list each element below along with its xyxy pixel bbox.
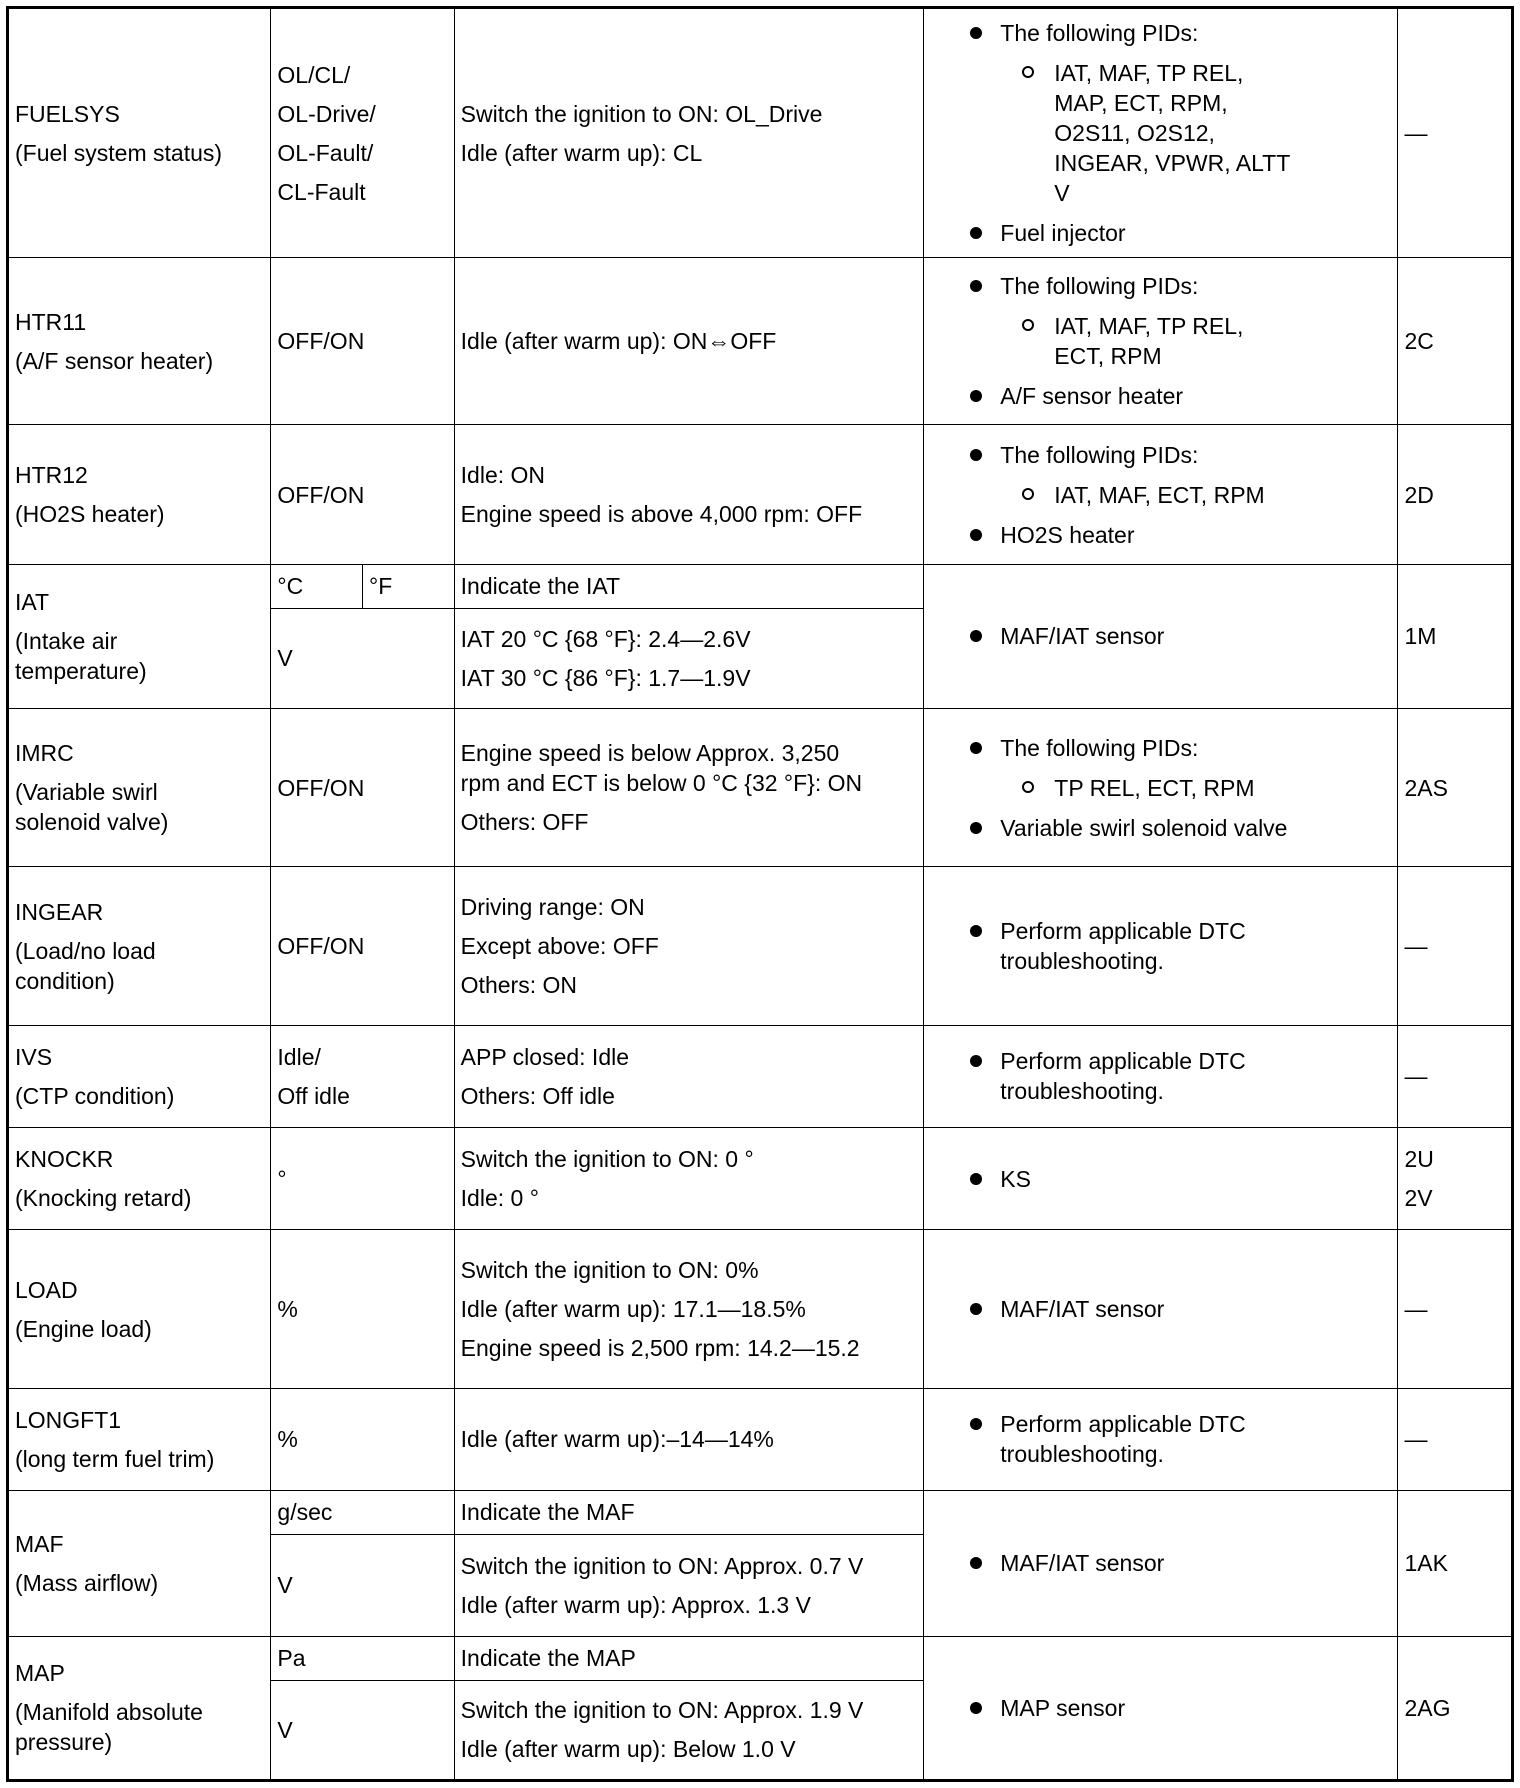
- inspection-text: Fuel injector: [1000, 220, 1126, 247]
- inspection-cell: [924, 867, 1398, 1026]
- bullet-icon: [970, 1173, 982, 1185]
- unit-value: OL-Fault/: [277, 139, 374, 166]
- unit-value: Idle/: [277, 1043, 321, 1070]
- pid-cell: [8, 708, 271, 867]
- pid-name: KNOCKR: [15, 1146, 114, 1173]
- table-row: [8, 1128, 1513, 1230]
- unit-voltage: V: [271, 1534, 454, 1636]
- sub-bullet-icon: [1022, 319, 1034, 331]
- unit-cell: %: [271, 1230, 454, 1389]
- bullet-icon: [970, 1557, 982, 1569]
- condition-text: Except above: OFF: [460, 933, 659, 960]
- condition-cell: Idle (after warm up): ON⇔OFF: [454, 258, 924, 425]
- table-row: [8, 1388, 1513, 1490]
- inspection-text: HO2S heater: [1000, 521, 1135, 548]
- condition-cell: [454, 708, 924, 867]
- bullet-icon: [970, 227, 982, 239]
- pid-description: (Mass airflow): [15, 1569, 159, 1596]
- table-row: [8, 1636, 1513, 1680]
- pid-name: INGEAR: [15, 898, 104, 925]
- condition-cell: [454, 1128, 924, 1230]
- pid-cell: [8, 1230, 271, 1389]
- bullet-icon: [970, 1303, 982, 1315]
- pid-name: MAF: [15, 1530, 64, 1557]
- pid-name: LONGFT1: [15, 1406, 122, 1433]
- inspection-text: KS: [1000, 1165, 1031, 1192]
- pid-monitor-table: [6, 6, 1514, 1782]
- bullet-icon: [970, 630, 982, 642]
- inspection-cell: [924, 1128, 1398, 1230]
- terminal-cell: —: [1398, 867, 1513, 1026]
- condition-text: Switch the ignition to ON: 0 °: [460, 1146, 754, 1173]
- pid-cell: [8, 258, 271, 425]
- inspection-pid-list: TP REL, ECT, RPM: [1054, 774, 1255, 801]
- bullet-icon: [970, 1702, 982, 1714]
- bullet-icon: [970, 449, 982, 461]
- pid-description: (HO2S heater): [15, 501, 165, 528]
- unit-voltage: V: [271, 1680, 454, 1780]
- pid-description: (Intake air temperature): [15, 627, 147, 684]
- condition-cell: Indicate the MAF: [454, 1490, 924, 1534]
- inspection-text: Perform applicable DTC troubleshooting.: [1000, 918, 1246, 975]
- pid-cell: [8, 8, 271, 258]
- condition-cell: Idle (after warm up):–14—14%: [454, 1388, 924, 1490]
- pid-cell: [8, 1490, 271, 1636]
- condition-text: IAT 20 °C {68 °F}: 2.4—2.6V: [460, 625, 751, 652]
- table-row: [8, 425, 1513, 565]
- inspection-cell: [924, 708, 1398, 867]
- terminal-cell: —: [1398, 1230, 1513, 1389]
- bullet-icon: [970, 27, 982, 39]
- inspection-text: MAP sensor: [1000, 1694, 1126, 1721]
- table-row: [8, 1490, 1513, 1534]
- inspection-text: Perform applicable DTC troubleshooting.: [1000, 1411, 1246, 1468]
- pid-cell: [8, 564, 271, 708]
- inspection-text: A/F sensor heater: [1000, 383, 1184, 410]
- bullet-icon: [970, 1055, 982, 1067]
- table-row: [8, 8, 1513, 258]
- unit-fahrenheit: °F: [363, 564, 455, 608]
- condition-text: Switch the ignition to ON: Approx. 0.7 V: [460, 1552, 864, 1579]
- pid-name: IAT: [15, 588, 50, 615]
- bullet-icon: [970, 390, 982, 402]
- pid-cell: [8, 1025, 271, 1127]
- terminal-cell: 1M: [1398, 564, 1513, 708]
- inspection-cell: [924, 258, 1398, 425]
- unit-primary: Pa: [271, 1636, 454, 1680]
- pid-name: IVS: [15, 1043, 53, 1070]
- unit-voltage: V: [271, 608, 454, 708]
- inspection-cell: [924, 425, 1398, 565]
- pid-description: (Manifold absolute pressure): [15, 1699, 203, 1756]
- bullet-icon: [970, 742, 982, 754]
- unit-cell: °: [271, 1128, 454, 1230]
- bullet-icon: [970, 822, 982, 834]
- bullet-icon: [970, 1418, 982, 1430]
- terminal-cell: 2AG: [1398, 1636, 1513, 1780]
- condition-text: Engine speed is 2,500 rpm: 14.2—15.2: [460, 1335, 860, 1361]
- unit-value: OL/CL/: [277, 61, 351, 88]
- pid-cell: [8, 1636, 271, 1780]
- sub-bullet-icon: [1022, 781, 1034, 793]
- pid-description: (A/F sensor heater): [15, 347, 214, 374]
- inspection-cell: [924, 564, 1398, 708]
- table-row: [8, 1230, 1513, 1389]
- inspection-pid-list: IAT, MAF, TP REL, ECT, RPM: [1054, 313, 1244, 370]
- unit-primary: g/sec: [271, 1490, 454, 1534]
- condition-text: Idle (after warm up): Below 1.0 V: [460, 1736, 796, 1763]
- condition-text: Idle: ON: [460, 462, 546, 489]
- pid-name: IMRC: [15, 740, 74, 767]
- pid-cell: [8, 867, 271, 1026]
- unit-cell: OFF/ON: [271, 867, 454, 1026]
- terminal-cell: —: [1398, 8, 1513, 258]
- unit-cell: OFF/ON: [271, 258, 454, 425]
- pid-description: (CTP condition): [15, 1082, 175, 1109]
- bullet-icon: [970, 529, 982, 541]
- terminal-cell: 2AS: [1398, 708, 1513, 867]
- inspection-cell: [924, 1636, 1398, 1780]
- condition-cell: Indicate the IAT: [454, 564, 924, 608]
- pid-name: HTR12: [15, 462, 88, 489]
- terminal-cell: 2D: [1398, 425, 1513, 565]
- unit-cell: %: [271, 1388, 454, 1490]
- terminal-cell: 1AK: [1398, 1490, 1513, 1636]
- condition-text: Switch the ignition to ON: Approx. 1.9 V: [460, 1697, 864, 1724]
- pid-description: (Engine load): [15, 1315, 152, 1342]
- condition-cell: [454, 608, 924, 708]
- unit-celsius: °C: [271, 564, 363, 608]
- pid-name: LOAD: [15, 1276, 78, 1303]
- unit-cell: OFF/ON: [271, 425, 454, 565]
- unit-cell: OFF/ON: [271, 708, 454, 867]
- terminal-value: 2V: [1404, 1185, 1433, 1212]
- table-row: [8, 258, 1513, 425]
- condition-text: Engine speed is above 4,000 rpm: OFF: [460, 501, 863, 528]
- bullet-icon: [970, 280, 982, 292]
- pid-name: FUELSYS: [15, 100, 120, 127]
- condition-cell: [454, 1230, 924, 1389]
- condition-text: Driving range: ON: [460, 894, 645, 921]
- terminal-value: 2U: [1404, 1146, 1434, 1173]
- condition-text: APP closed: Idle: [460, 1043, 630, 1070]
- condition-cell: [454, 867, 924, 1026]
- inspection-text: Perform applicable DTC troubleshooting.: [1000, 1048, 1246, 1105]
- unit-value: CL-Fault: [277, 178, 366, 205]
- inspection-text: Variable swirl solenoid valve: [1000, 814, 1288, 841]
- unit-cell: [271, 1025, 454, 1127]
- condition-text: Switch the ignition to ON: 0%: [460, 1257, 759, 1283]
- condition-text: Idle (after warm up): CL: [460, 139, 703, 166]
- terminal-cell: —: [1398, 1388, 1513, 1490]
- inspection-text: MAF/IAT sensor: [1000, 1550, 1165, 1577]
- condition-cell: [454, 425, 924, 565]
- inspection-text: The following PIDs:: [1000, 734, 1199, 761]
- pid-description: (Fuel system status): [15, 139, 223, 166]
- inspection-text: The following PIDs:: [1000, 441, 1199, 468]
- inspection-cell: [924, 1025, 1398, 1127]
- inspection-pid-list: IAT, MAF, ECT, RPM: [1054, 481, 1265, 508]
- bullet-icon: [970, 925, 982, 937]
- pid-description: (long term fuel trim): [15, 1445, 215, 1472]
- table-row: [8, 564, 1513, 608]
- condition-cell: [454, 1534, 924, 1636]
- condition-text: Engine speed is below Approx. 3,250 rpm and ECT is below 0 °C {32 °F}: ON: [460, 740, 863, 797]
- pid-description: (Variable swirl solenoid valve): [15, 779, 169, 836]
- inspection-cell: [924, 8, 1398, 258]
- table-row: [8, 708, 1513, 867]
- unit-cell: [271, 8, 454, 258]
- inspection-cell: [924, 1230, 1398, 1389]
- pid-cell: [8, 1388, 271, 1490]
- unit-value: Off idle: [277, 1082, 350, 1109]
- condition-cell: Indicate the MAP: [454, 1636, 924, 1680]
- table-row: [8, 867, 1513, 1026]
- condition-text: Others: OFF: [460, 809, 589, 836]
- inspection-pid-list: IAT, MAF, TP REL, MAP, ECT, RPM, O2S11, O2S12, INGEAR, VPWR, ALTT V: [1054, 60, 1291, 207]
- condition-cell: [454, 8, 924, 258]
- condition-text: Idle: 0 °: [460, 1185, 539, 1212]
- pid-cell: [8, 425, 271, 565]
- condition-text: IAT 30 °C {86 °F}: 1.7—1.9V: [460, 664, 751, 691]
- terminal-cell: 2C: [1398, 258, 1513, 425]
- inspection-text: The following PIDs:: [1000, 20, 1199, 47]
- sub-bullet-icon: [1022, 488, 1034, 500]
- condition-text: Others: Off idle: [460, 1082, 615, 1109]
- inspection-text: MAF/IAT sensor: [1000, 623, 1165, 650]
- pid-name: MAP: [15, 1660, 65, 1687]
- condition-text: Idle (after warm up): 17.1—18.5%: [460, 1296, 806, 1322]
- inspection-text: The following PIDs:: [1000, 273, 1199, 300]
- pid-description: (Load/no load condition): [15, 937, 156, 994]
- condition-cell: [454, 1025, 924, 1127]
- condition-text: Idle (after warm up): Approx. 1.3 V: [460, 1591, 811, 1618]
- condition-text: Others: ON: [460, 972, 577, 999]
- pid-name: HTR11: [15, 308, 87, 335]
- unit-value: OL-Drive/: [277, 100, 376, 127]
- table-row: [8, 1025, 1513, 1127]
- pid-cell: [8, 1128, 271, 1230]
- terminal-cell: —: [1398, 1025, 1513, 1127]
- terminal-cell: [1398, 1128, 1513, 1230]
- inspection-text: MAF/IAT sensor: [1000, 1296, 1165, 1322]
- inspection-cell: [924, 1490, 1398, 1636]
- inspection-cell: [924, 1388, 1398, 1490]
- pid-description: (Knocking retard): [15, 1185, 192, 1212]
- condition-text: Switch the ignition to ON: OL_Drive: [460, 100, 823, 127]
- sub-bullet-icon: [1022, 66, 1034, 78]
- condition-cell: [454, 1680, 924, 1780]
